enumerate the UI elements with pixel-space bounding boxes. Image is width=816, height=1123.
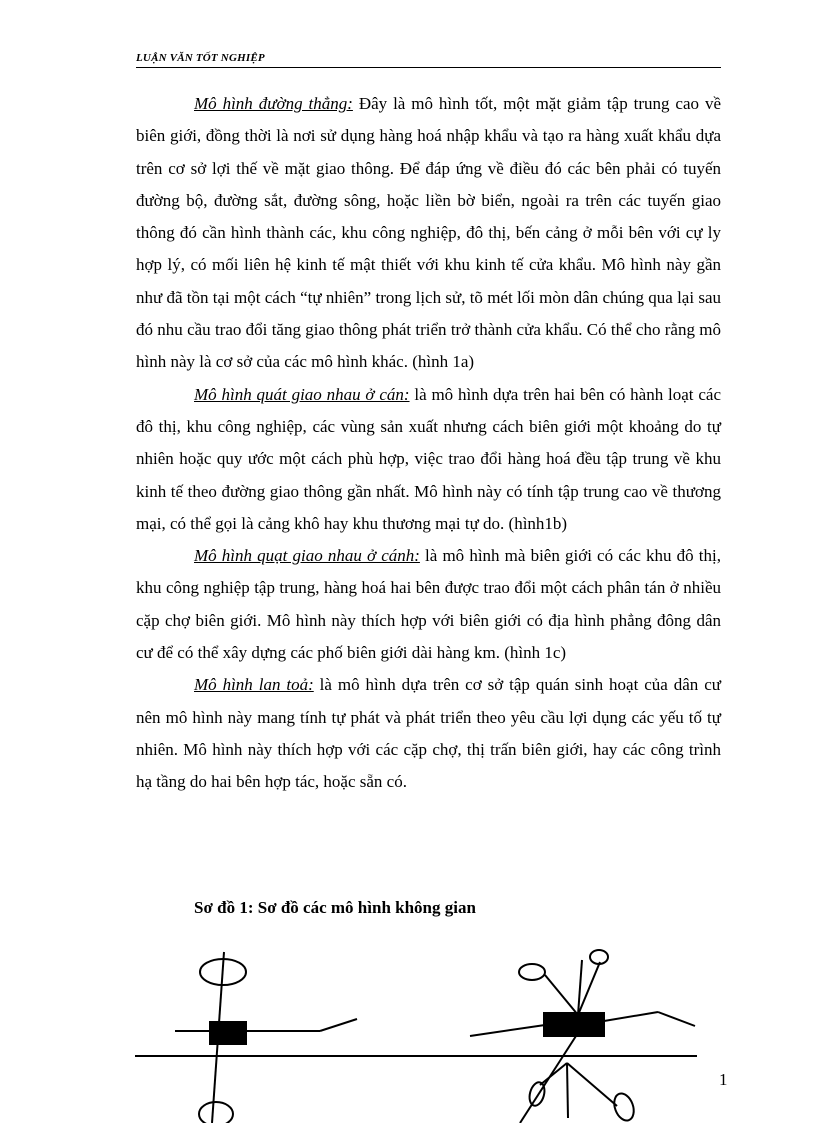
road-right-left: [470, 1025, 545, 1036]
lower-spoke-center: [567, 1063, 568, 1118]
lower-spoke-right: [567, 1063, 617, 1106]
header-title: LUẬN VĂN TỐT NGHIỆP: [136, 52, 265, 64]
lower-spoke-left: [540, 1063, 567, 1085]
city-ellipse-lower-right: [611, 1091, 637, 1123]
paragraph-text: là mô hình mà biên giới có các khu đô thị, khu công nghiệp tập trung, hàng hoá hai bên được trao đổi một cách phân tán ở nhiều cặp chợ biên giới. Mô hình này thích hợp với biên giới có địa hình phẳng đông dân cư để có thể xây dựng các phố biên giới dài hàng km. (hình 1c): [136, 546, 721, 663]
paragraph-text: là mô hình dựa trên cơ sở tập quán sinh hoạt của dân cư nên mô hình này mang tính tự phát và phát triển theo yêu cầu lợi dụng các yếu tố tự nhiên. Mô hình này thích hợp với các cặp chợ, thị trấn biên giới, hay các công trình hạ tầng do hai bên hợp tác, hoặc sẵn có.: [136, 675, 721, 792]
city-ellipse-lower-left: [527, 1081, 547, 1108]
road-left-slant: [320, 1019, 357, 1031]
border-gate-right: [543, 1012, 605, 1037]
term-straight-line-model: Mô hình đường thẳng:: [194, 94, 353, 113]
city-ellipse-fan-left: [519, 964, 545, 980]
city-ellipse-bottom-left: [199, 1102, 233, 1123]
term-fan-handle-model: Mô hình quát giao nhau ở cán:: [194, 384, 410, 404]
road-right-end: [658, 1012, 695, 1026]
fan-spoke-left: [545, 975, 578, 1015]
border-gate-left: [209, 1021, 247, 1045]
figure-title: Sơ đồ 1: Sơ đồ các mô hình không gian: [194, 898, 476, 917]
paragraph-text: là mô hình dựa trên hai bên có hành loạt các đô thị, khu công nghiệp, các vùng sản xuất nhưng cách biên giới một khoảng do tự nhiên hoặc quy ước một cách phù hợp, việc trao đổi hàng hoá đều tập trung về khu kinh tế theo đường giao thông gần nhất. Mô hình này có tính tập trung cao về thương mại, có thể gọi là cảng khô hay khu thương mại tự do. (hình1b): [136, 384, 721, 533]
term-fan-wing-model: Mô hình quạt giao nhau ở cánh:: [194, 546, 420, 566]
paragraph-text: Đây là mô hình tốt, một mặt giảm tập trung cao về biên giới, đồng thời là nơi sử dụng hàng hoá nhập khẩu và tạo ra hàng xuất khẩu dựa trên cơ sở lợi thế về mặt giao thông. Để đáp ứng về điều đó các bên phải có tuyến đường bộ, đường sắt, đường sông, hoặc liền bờ biển, ngoài ra trên các tuyến giao thông đó cần hình thành các, khu công nghiệp, đô thị, bến cảng ở mỗi bên với cự ly hợp lý, có mối liên hệ kinh tế mật thiết với khu kinh tế cửa khẩu. Mô hình này gần như đã tồn tại một cách “tự nhiên” trong lịch sử, tõ mét lối mòn dân chúng qua lại sau đó nhu cầu trao đổi tăng giao thông phát triển trở thành cửa khẩu. Có thể cho rằng mô hình này là cơ sở của các mô hình khác. (hình 1a): [136, 94, 721, 372]
page-number: 1: [719, 1070, 728, 1089]
term-spread-model: Mô hình lan toả:: [194, 675, 314, 695]
road-right-mid: [604, 1012, 658, 1021]
